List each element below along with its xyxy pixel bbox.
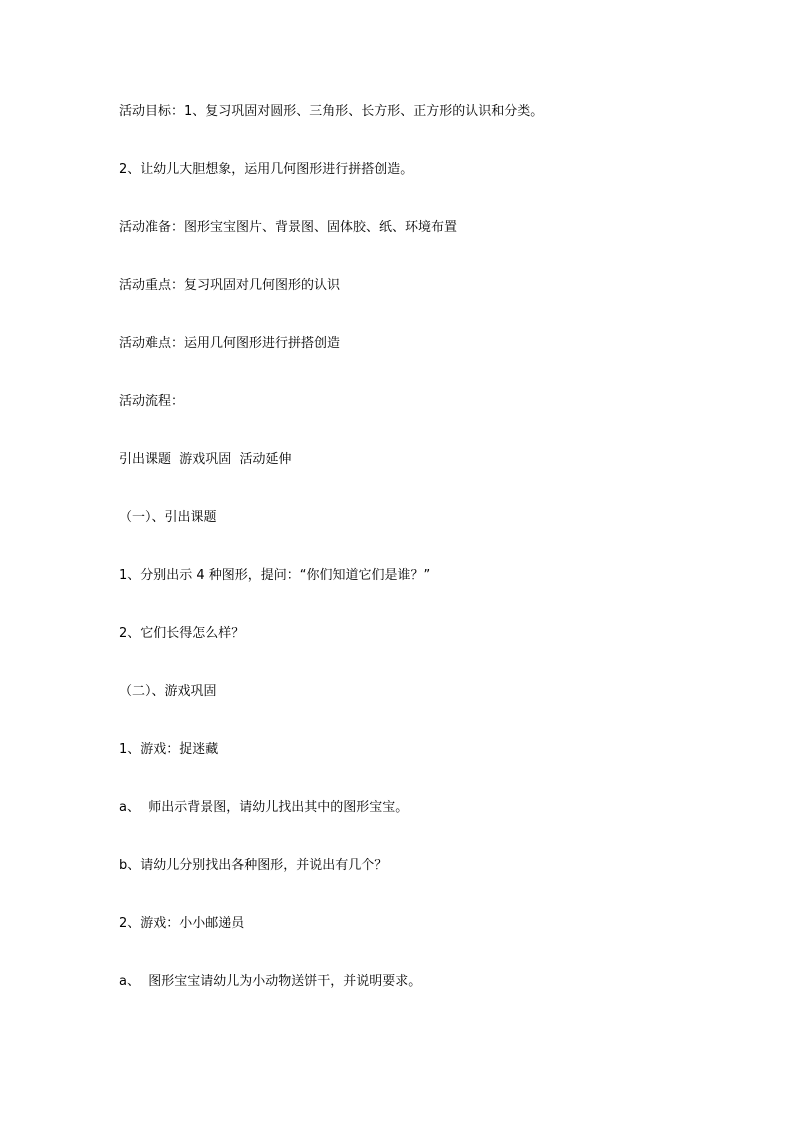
game-2-title: 2、游戏：小小邮递员: [119, 916, 245, 931]
activity-preparation-line: 活动准备：图形宝宝图片、背景图、固体胶、纸、环境布置: [119, 220, 458, 235]
activity-goal-line: 活动目标：1、复习巩固对圆形、三角形、长方形、正方形的认识和分类。: [119, 104, 544, 119]
game-1-step-b: b、请幼儿分别找出各种图形，并说出有几个？: [119, 858, 388, 873]
document-body: [119, 103, 719, 1031]
activity-flow-steps: 引出课题 游戏巩固 活动延伸: [119, 452, 292, 467]
game-1-step-a: a、 师出示背景图，请幼儿找出其中的图形宝宝。: [119, 800, 409, 815]
activity-key-point-line: 活动重点：复习巩固对几何图形的认识: [119, 278, 341, 293]
game-2-step-a: a、 图形宝宝请幼儿为小动物送饼干，并说明要求。: [119, 974, 422, 989]
activity-flow-heading: 活动流程：: [119, 394, 185, 409]
section-1-item-1: 1、分别出示 4 种图形，提问：“你们知道它们是谁？”: [119, 568, 431, 583]
game-1-title: 1、游戏：捉迷藏: [119, 742, 219, 757]
section-1-heading: （一）、引出课题: [119, 510, 217, 525]
section-1-item-2: 2、它们长得怎么样？: [119, 626, 245, 641]
section-2-heading: （二）、游戏巩固: [119, 684, 217, 699]
activity-goal-item-2: 2、让幼儿大胆想象，运用几何图形进行拼搭创造。: [119, 162, 414, 177]
activity-difficulty-line: 活动难点：运用几何图形进行拼搭创造: [119, 336, 341, 351]
